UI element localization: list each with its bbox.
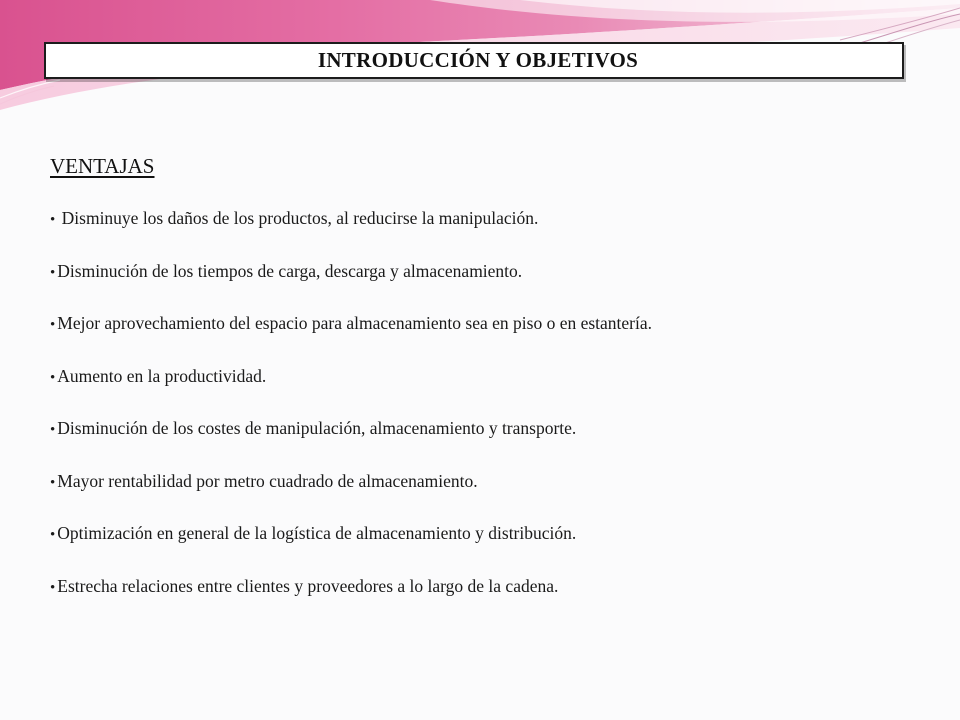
bullet-text: Mayor rentabilidad por metro cuadrado de almacenamiento. — [57, 470, 478, 491]
bullet-text: Aumento en la productividad. — [57, 365, 267, 386]
bullet-text: Disminución de los tiempos de carga, descarga y almacenamiento. — [57, 260, 523, 281]
bullet-icon: • — [50, 527, 56, 543]
list-item — [50, 574, 930, 598]
bullet-text: Mejor aprovechamiento del espacio para almacenamiento sea en piso o en estantería. — [57, 313, 653, 333]
slide-title: INTRODUCCIÓN Y OBJETIVOS — [317, 48, 639, 72]
bullet-icon: • — [50, 579, 56, 596]
bullet-icon: • — [50, 212, 56, 228]
section-heading: VENTAJAS — [50, 154, 155, 178]
list-item — [50, 259, 930, 283]
bullet-text: Optimización en general de la logística de almacenamiento y distribución. — [57, 523, 577, 543]
list-item — [50, 521, 930, 545]
list-item — [50, 469, 930, 493]
list-item — [50, 416, 930, 440]
bullet-icon: • — [50, 474, 56, 491]
list-item — [50, 311, 930, 335]
bullet-text: Disminuye los daños de los productos, al reducirse la manipulación. — [57, 208, 539, 228]
bullet-icon: • — [50, 264, 56, 281]
bullet-text: Disminución de los costes de manipulación, almacenamiento y transporte. — [57, 418, 577, 438]
bullet-icon: • — [50, 317, 56, 333]
list-item — [50, 206, 930, 230]
bullet-text: Estrecha relaciones entre clientes y proveedores a lo largo de la cadena. — [57, 575, 559, 596]
list-item — [50, 364, 930, 388]
title-box — [44, 42, 904, 79]
bullet-list — [50, 206, 930, 626]
bullet-icon: • — [50, 422, 56, 438]
bullet-icon: • — [50, 369, 56, 386]
